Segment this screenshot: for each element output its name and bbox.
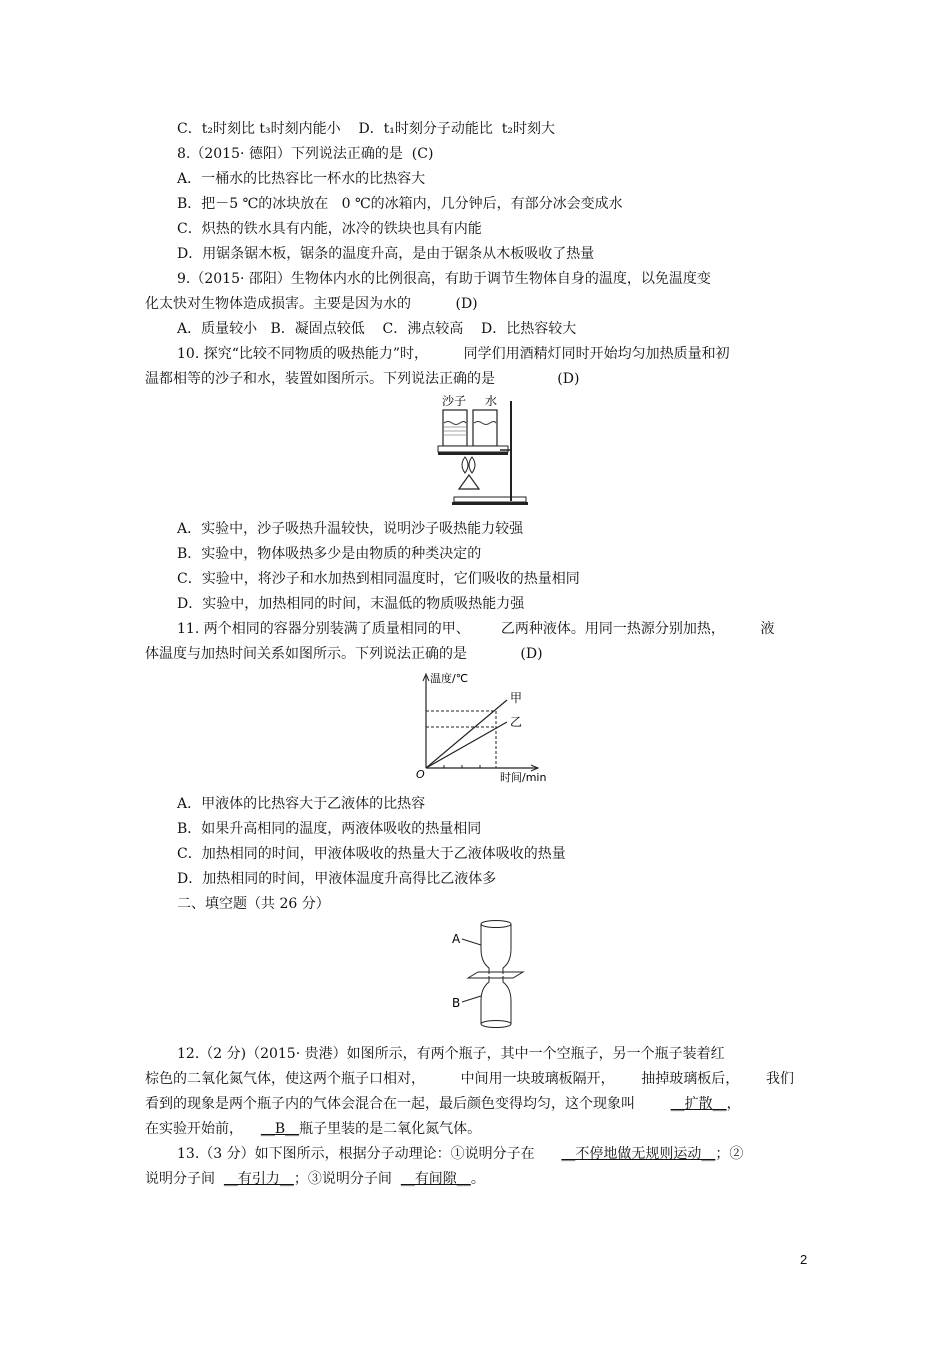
q12-stem-line4: 在实验开始前， __B__瓶子里装的是二氧化氮气体。 — [145, 1121, 482, 1137]
two-bottles-figure — [448, 916, 528, 1036]
q11-option-b: B．如果升高相同的温度，两液体吸收的热量相同 — [177, 821, 482, 837]
q10-option-c: C．实验中，将沙子和水加热到相同温度时，它们吸收的热量相同 — [177, 571, 580, 587]
q8-option-d: D．用锯条锯木板，锯条的温度升高，是由于锯条从木板吸收了热量 — [177, 246, 595, 262]
sand-water-apparatus-figure — [430, 393, 530, 511]
section-fill-in-title: 二、填空题（共 26 分） — [177, 896, 330, 912]
q11-stem-line1: 11. 两个相同的容器分别装满了质量相同的甲、 乙两种液体。用同一热源分别加热， 液 — [177, 621, 775, 637]
series-yi-label: 乙 — [510, 715, 523, 729]
q12-answer-2: __B__ — [260, 1121, 300, 1137]
q11-stem-line2: 体温度与加热时间关系如图所示。下列说法正确的是 (D) — [145, 646, 543, 662]
q10-option-b: B．实验中，物体吸热多少是由物质的种类决定的 — [177, 546, 482, 562]
q13-stem-line1: 13.（3 分）如下图所示，根据分子动理论：①说明分子在 __不停地做无规则运动__；② — [177, 1146, 744, 1162]
water-label: 水 — [485, 394, 498, 408]
q9-stem-line1: 9.（2015· 邵阳）生物体内水的比例很高，有助于调节生物体自身的温度，以免温度变 — [177, 271, 711, 287]
q10-stem-line2: 温都相等的沙子和水，装置如图所示。下列说法正确的是 (D) — [145, 371, 580, 387]
q9-options: A．质量较小 B．凝固点较低 C．沸点较高 D．比热容较大 — [177, 321, 577, 337]
graph-x-label: 时间/min — [500, 771, 547, 784]
sand-label: 沙子 — [442, 394, 467, 408]
q7-options-cd: C．t₂时刻比 t₃时刻内能小 D．t₁时刻分子动能比 t₂时刻大 — [177, 121, 556, 137]
q12-answer-1: __扩散__ — [670, 1096, 727, 1112]
q11-option-c: C．加热相同的时间，甲液体吸收的热量大于乙液体吸收的热量 — [177, 846, 566, 862]
q10-option-a: A．实验中，沙子吸热升温较快，说明沙子吸热能力较强 — [177, 521, 524, 537]
series-jia-line — [426, 700, 507, 768]
graph-origin-label: O — [416, 768, 425, 781]
q13-answer-2: __有引力__ — [223, 1171, 294, 1187]
temperature-time-graph — [410, 668, 570, 786]
q11-option-a: A．甲液体的比热容大于乙液体的比热容 — [177, 796, 426, 812]
q10-stem-line1: 10. 探究“比较不同物质的吸热能力”时， 同学们用酒精灯同时开始均匀加热质量和初 — [177, 346, 730, 362]
q8-option-b: B．把－5 ℃的冰块放在 0 ℃的冰箱内，几分钟后，有部分冰会变成水 — [177, 196, 623, 212]
series-jia-label: 甲 — [510, 691, 523, 705]
graph-y-label: 温度/℃ — [430, 672, 469, 685]
bottle-b-label: B — [452, 996, 461, 1010]
q10-option-d: D．实验中，加热相同的时间，末温低的物质吸热能力强 — [177, 596, 525, 612]
q8-option-c: C．炽热的铁水具有内能，冰冷的铁块也具有内能 — [177, 221, 482, 237]
bottle-a-label: A — [452, 932, 461, 946]
q12-stem-line3: 看到的现象是两个瓶子内的气体会混合在一起，最后颜色变得均匀，这个现象叫 __扩散__， — [145, 1096, 741, 1112]
q12-stem-line1: 12.（2 分)（2015· 贵港）如图所示，有两个瓶子，其中一个空瓶子，另一个瓶子装着红 — [177, 1046, 725, 1062]
page-number: 2 — [800, 1252, 808, 1267]
q8-stem: 8.（2015· 德阳）下列说法正确的是 (C) — [177, 146, 434, 162]
q13-stem-line2: 说明分子间 __有引力__；③说明分子间 __有间隙__。 — [145, 1171, 485, 1187]
q13-answer-3: __有间隙__ — [400, 1171, 471, 1187]
q11-option-d: D．加热相同的时间，甲液体温度升高得比乙液体多 — [177, 871, 497, 887]
q9-stem-line2: 化太快对生物体造成损害。主要是因为水的 (D) — [145, 296, 478, 312]
series-yi-line — [426, 722, 507, 768]
q12-stem-line2: 棕色的二氧化氮气体，使这两个瓶子口相对， 中间用一块玻璃板隔开， 抽掉玻璃板后， 我们 — [145, 1071, 795, 1087]
q13-answer-1: __不停地做无规则运动__ — [561, 1146, 716, 1162]
q8-option-a: A．一桶水的比热容比一杯水的比热容大 — [177, 171, 426, 187]
